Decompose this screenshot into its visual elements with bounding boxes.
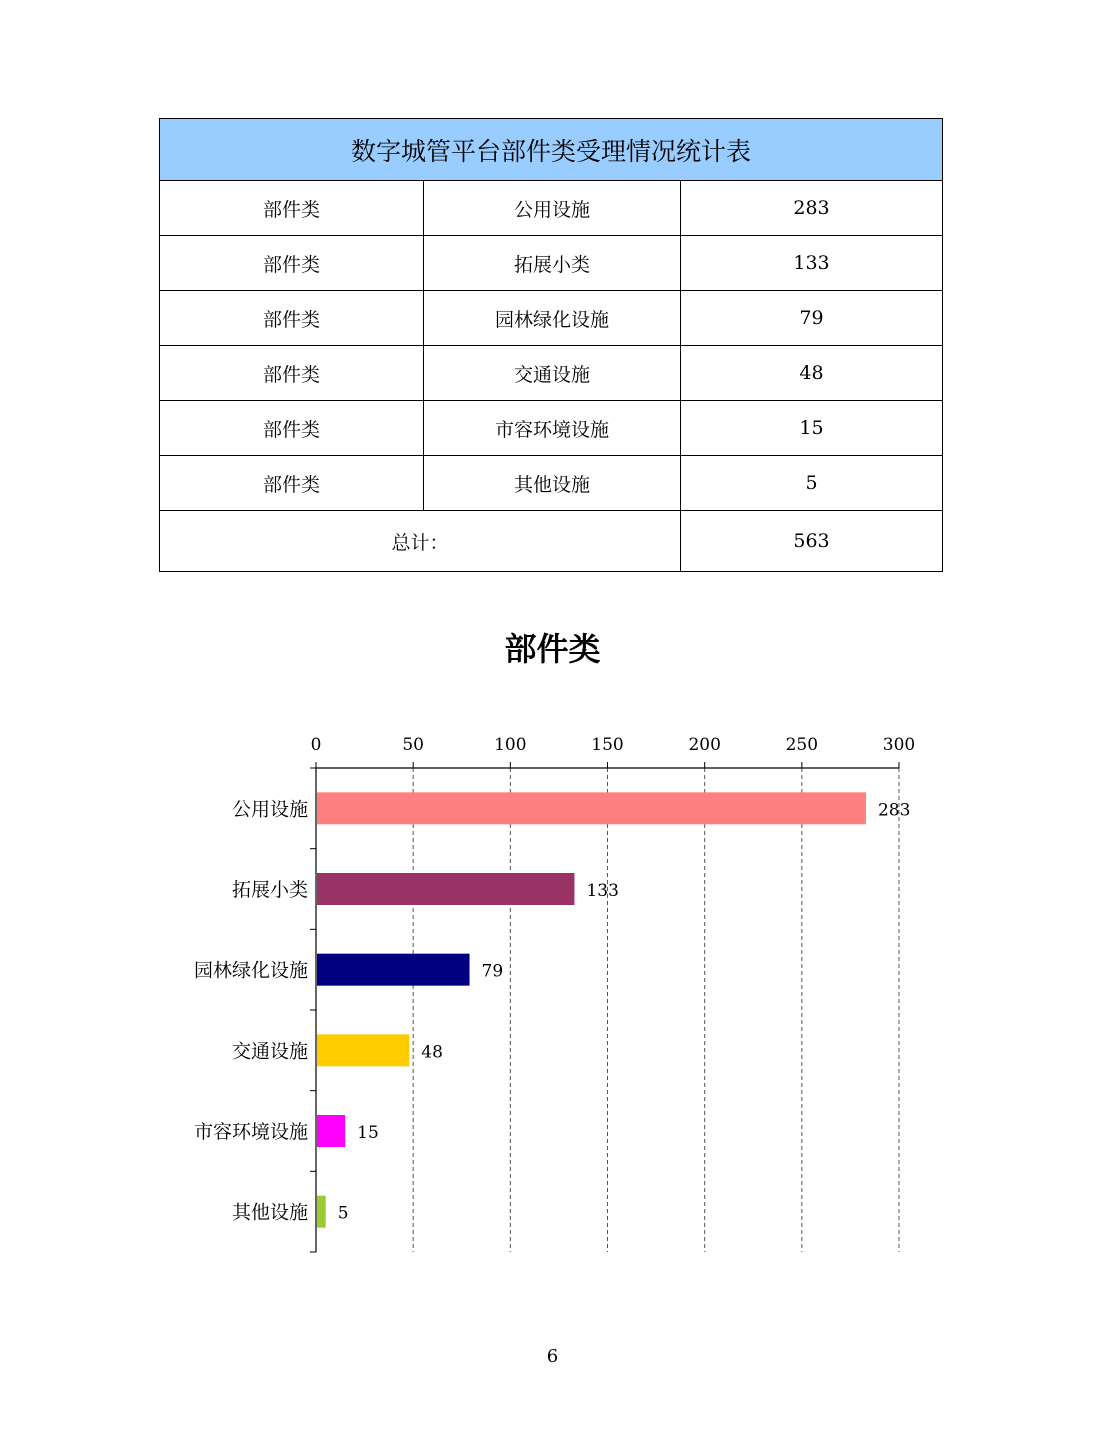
cell-item: 市容环境设施 (424, 401, 681, 456)
bar (317, 1115, 345, 1147)
category-label: 市容环境设施 (193, 1121, 308, 1143)
data-label: 133 (586, 881, 619, 901)
x-tick-label: 300 (882, 735, 916, 755)
x-tick-label: 50 (402, 735, 424, 755)
data-label: 79 (481, 961, 504, 982)
bar (317, 873, 574, 905)
bar (317, 1034, 409, 1066)
bar (317, 1196, 326, 1228)
bar (317, 954, 470, 986)
cell-category: 部件类 (160, 456, 424, 511)
category-label: 公用设施 (231, 798, 308, 821)
data-label: 283 (877, 800, 911, 821)
cell-count: 15 (681, 401, 943, 456)
total-label: 总计： (160, 511, 681, 572)
cell-item: 拓展小类 (424, 236, 681, 291)
cell-category: 部件类 (160, 291, 424, 346)
cell-item: 园林绿化设施 (424, 291, 681, 346)
chart-title: 部件类 (504, 630, 601, 668)
cell-category: 部件类 (160, 346, 424, 401)
cell-item: 其他设施 (424, 456, 681, 511)
category-label: 园林绿化设施 (193, 959, 308, 982)
cell-count: 79 (681, 291, 943, 346)
category-label: 拓展小类 (231, 879, 308, 901)
cell-item: 公用设施 (424, 181, 681, 236)
category-label: 交通设施 (231, 1040, 308, 1063)
x-tick-label: 100 (494, 735, 527, 755)
cell-count: 133 (681, 236, 943, 291)
cell-category: 部件类 (160, 401, 424, 456)
cell-category: 部件类 (160, 236, 424, 291)
data-label: 5 (337, 1203, 349, 1224)
page-number: 6 (546, 1346, 559, 1367)
x-tick-label: 150 (591, 735, 624, 755)
x-tick-label: 250 (785, 735, 819, 755)
table-title: 数字城管平台部件类受理情况统计表 (160, 119, 943, 181)
category-label: 其他设施 (231, 1201, 308, 1224)
bar (317, 792, 866, 824)
cell-count: 5 (681, 456, 943, 511)
cell-count: 283 (681, 181, 943, 236)
x-tick-label: 200 (688, 735, 721, 755)
data-label: 48 (421, 1042, 443, 1063)
data-label: 15 (357, 1123, 379, 1143)
x-tick-label: 0 (310, 735, 322, 755)
cell-count: 48 (681, 346, 943, 401)
total-value: 563 (681, 511, 943, 572)
cell-item: 交通设施 (424, 346, 681, 401)
cell-category: 部件类 (160, 181, 424, 236)
